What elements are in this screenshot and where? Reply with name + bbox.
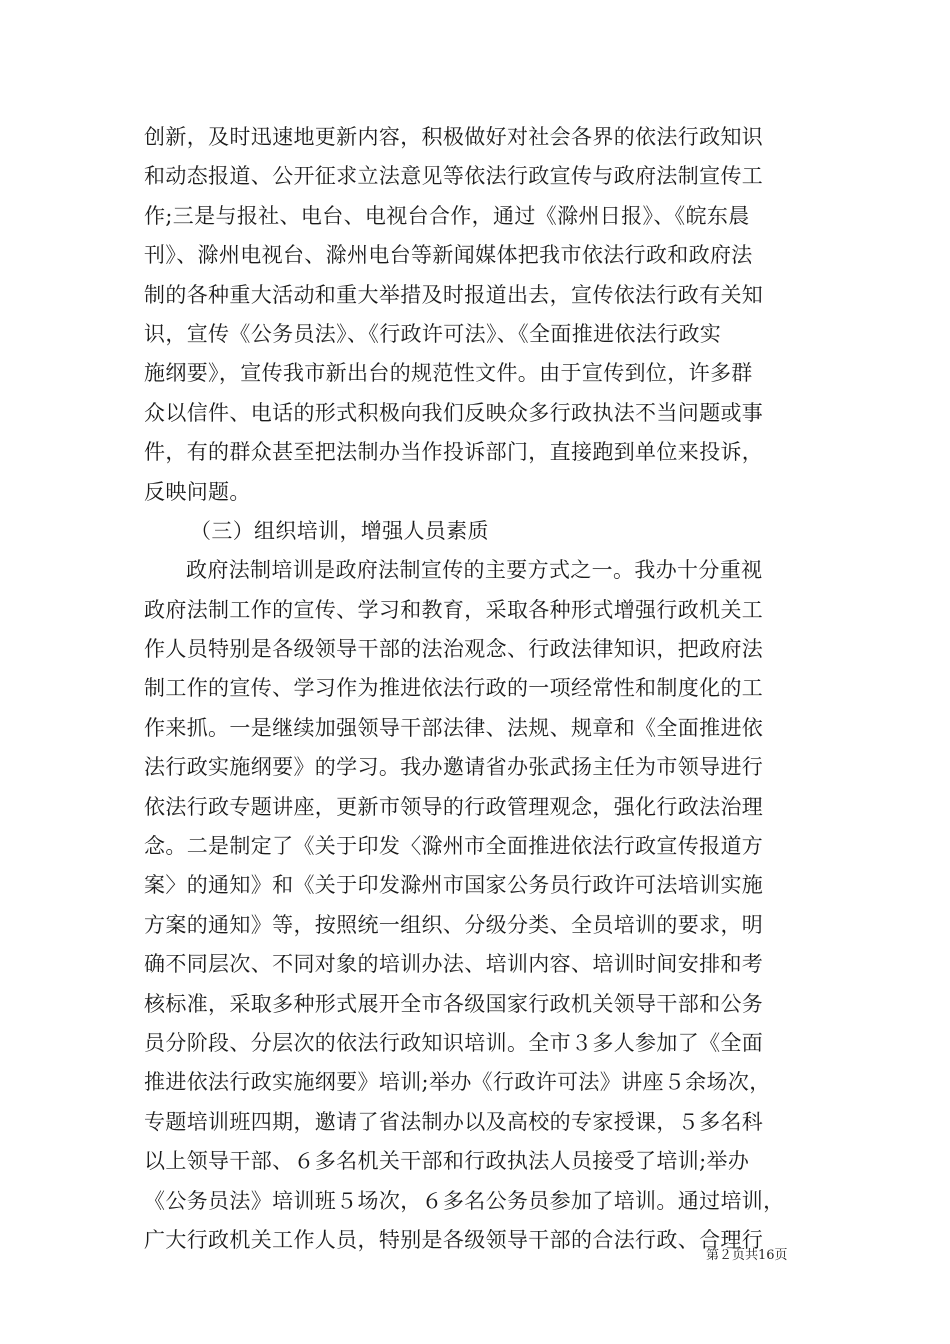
text-line: 广大行政机关工作人员，特别是各级领导干部的合法行政、合理行	[144, 1227, 764, 1252]
text-line: 法行政实施纲要》的学习。我办邀请省办张武扬主任为市领导进行	[144, 755, 764, 780]
text-line: 刊》、滁州电视台、滁州电台等新闻媒体把我市依法行政和政府法	[144, 243, 753, 268]
text-line: 众以信件、电话的形式积极向我们反映众多行政执法不当问题或事	[144, 400, 764, 425]
text-line: 念。二是制定了《关于印发〈滁州市全面推进依法行政宣传报道方	[144, 834, 764, 859]
section-heading: （三）组织培训，增强人员素质	[190, 518, 489, 543]
text-line: 反映问题。	[144, 479, 251, 504]
paragraph-first-line: 政府法制培训是政府法制宣传的主要方式之一。我办十分重视	[186, 558, 763, 583]
text-line: 政府法制工作的宣传、学习和教育，采取各种形式增强行政机关工	[144, 597, 764, 622]
text-line: 《公务员法》培训班５场次，６多名公务员参加了培训。通过培训，	[144, 1188, 785, 1213]
text-line: 制工作的宣传、学习作为推进依法行政的一项经常性和制度化的工	[144, 676, 764, 701]
text-line: 作人员特别是各级领导干部的法治观念、行政法律知识，把政府法	[144, 637, 764, 662]
text-line: 制的各种重大活动和重大举措及时报道出去，宣传依法行政有关知	[144, 282, 764, 307]
text-line: 方案的通知》等，按照统一组织、分级分类、全员培训的要求，明	[144, 912, 764, 937]
text-line: 创新，及时迅速地更新内容，积极做好对社会各界的依法行政知识	[144, 125, 764, 149]
text-line: 件，有的群众甚至把法制办当作投诉部门，直接跑到单位来投诉，	[144, 440, 764, 465]
text-line: 推进依法行政实施纲要》培训;举办《行政许可法》讲座５余场次，	[144, 1070, 771, 1095]
text-line: 作;三是与报社、电台、电视台合作，通过《滁州日报》、《皖东晨	[144, 203, 750, 228]
page-number: 第２页共16页	[706, 1248, 788, 1263]
text-line: 确不同层次、不同对象的培训办法、培训内容、培训时间安排和考	[144, 952, 764, 977]
text-line: 施纲要》，宣传我市新出台的规范性文件。由于宣传到位，许多群	[144, 361, 753, 386]
text-line: 员分阶段、分层次的依法行政知识培训。全市３多人参加了《全面	[144, 1030, 764, 1055]
text-line: 识，宣传《公务员法》、《行政许可法》、《全面推进依法行政实	[144, 321, 722, 346]
text-line: 核标准，采取多种形式展开全市各级国家行政机关领导干部和公务	[144, 991, 764, 1016]
text-line: 作来抓。一是继续加强领导干部法律、法规、规章和《全面推进依	[144, 715, 764, 740]
body-text	[144, 118, 812, 1260]
text-line: 专题培训班四期，邀请了省法制办以及高校的专家授课，５多名科	[144, 1109, 764, 1134]
text-line: 以上领导干部、６多名机关干部和行政执法人员接受了培训;举办	[144, 1149, 750, 1174]
text-line: 案〉的通知》和《关于印发滁州市国家公务员行政许可法培训实施	[144, 873, 764, 898]
text-line: 和动态报道、公开征求立法意见等依法行政宣传与政府法制宣传工	[144, 164, 764, 189]
text-line: 依法行政专题讲座，更新市领导的行政管理观念，强化行政法治理	[144, 794, 764, 819]
